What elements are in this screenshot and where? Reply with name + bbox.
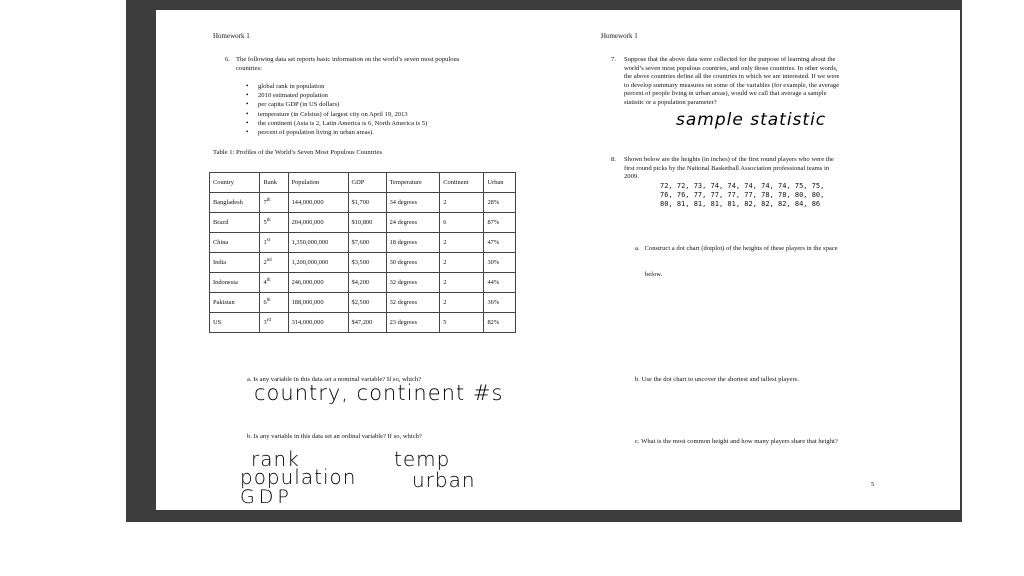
table-row [210, 253, 516, 273]
q8-part-c: c. What is the most common height and how many players share that height? [635, 438, 838, 445]
q6-number: 6. [225, 56, 230, 63]
q8-part-a-line: below. [635, 270, 663, 278]
q6-bullet-list [246, 82, 506, 137]
rank-suffix: th [266, 218, 271, 224]
country-cell: Bangladesh [210, 193, 260, 213]
handwritten-answer-population: population [240, 465, 357, 489]
urban-cell: 28% [484, 193, 516, 213]
heights-line: 72, 72, 73, 74, 74, 74, 74, 74, 75, 75, [660, 182, 825, 190]
handwritten-answer-urban: urban [412, 468, 476, 492]
table-row [210, 213, 516, 233]
rank-suffix: rd [266, 318, 271, 324]
rank-value: 3 [263, 319, 267, 327]
population-cell: 246,000,000 [288, 273, 348, 293]
country-cell: Indonesia [210, 273, 260, 293]
urban-cell: 87% [484, 213, 516, 233]
rank-cell [260, 193, 288, 213]
country-cell: US [210, 313, 260, 333]
continent-cell: 5 [440, 313, 484, 333]
rank-suffix: nd [266, 258, 272, 264]
gdp-cell: $1,700 [348, 193, 386, 213]
gdp-cell: $47,200 [348, 313, 386, 333]
rank-suffix: st [266, 238, 271, 244]
q7-line: the above countries define all the countries in which we are interested. If we were [624, 73, 840, 81]
rank-value: 7 [263, 199, 267, 207]
q8-part-a [635, 228, 905, 297]
document-page [156, 10, 960, 510]
page-number: 5 [871, 481, 875, 488]
table-row [210, 293, 516, 313]
temperature-cell: 18 degrees [386, 233, 440, 253]
q8-part-a-line: a. Construct a dot chart (dotplot) of the heights of these players in the space [635, 245, 838, 253]
country-cell: China [210, 233, 260, 253]
header-cell: Population [288, 173, 348, 193]
q7-line: statistic or a population parameter? [624, 98, 717, 106]
gdp-cell: $3,500 [348, 253, 386, 273]
urban-cell: 47% [484, 233, 516, 253]
temperature-cell: 32 degrees [386, 273, 440, 293]
population-cell: 1,200,000,000 [288, 253, 348, 273]
urban-cell: 36% [484, 293, 516, 313]
population-cell: 144,000,000 [288, 193, 348, 213]
q8-number: 8. [611, 156, 616, 163]
header-cell: GDP [348, 173, 386, 193]
gdp-cell: $4,200 [348, 273, 386, 293]
temperature-cell: 24 degrees [386, 213, 440, 233]
gdp-cell: $2,500 [348, 293, 386, 313]
continent-cell: 2 [440, 273, 484, 293]
gdp-cell: $10,800 [348, 213, 386, 233]
country-table [209, 172, 516, 333]
population-cell: 314,000,000 [288, 313, 348, 333]
handwritten-answer-rank: rank [251, 447, 300, 471]
rank-cell [260, 213, 288, 233]
bullet-item: • global rank in population [246, 82, 506, 91]
handwritten-answer-temp: temp [394, 447, 451, 471]
table-row [210, 193, 516, 213]
table-row [210, 273, 516, 293]
handwritten-answer-a: country, continent #s [254, 381, 504, 405]
header-cell: Rank [260, 173, 288, 193]
q8-line: Shown below are the heights (in inches) of the first round players who were the [624, 156, 834, 163]
table-row [210, 233, 516, 253]
rank-suffix: th [266, 198, 271, 204]
rank-cell [260, 253, 288, 273]
q8-text [624, 156, 894, 182]
rank-suffix: th [266, 278, 271, 284]
urban-cell: 30% [484, 253, 516, 273]
q7-line: percent of people living in urban areas), would we call that average a sample [624, 90, 827, 98]
rank-cell [260, 233, 288, 253]
continent-cell: 2 [440, 233, 484, 253]
q6-part-b: b. Is any variable in this data set an ordinal variable? If so, which? [247, 433, 422, 440]
handwritten-answer-gdp: GDP [240, 486, 293, 508]
continent-cell: 2 [440, 253, 484, 273]
bullet-item: • the continent (Asia is 2, Latin America is 6, North America is 5) [246, 119, 506, 128]
heights-line: 80, 81, 81, 81, 81, 82, 82, 82, 84, 86 [660, 200, 821, 208]
header-cell: Continent [440, 173, 484, 193]
q6-text: The following data set reports basic information on the world’s seven most populous countries: [236, 56, 460, 72]
header-cell: Urban [484, 173, 516, 193]
rank-value: 1 [263, 239, 267, 247]
continent-cell: 6 [440, 213, 484, 233]
rank-value: 6 [263, 299, 267, 307]
handwritten-answer-q7: sample statistic [676, 110, 827, 130]
rank-value: 2 [263, 259, 267, 267]
bullet-item: • percent of population living in urban areas). [246, 128, 506, 137]
left-header: Homework 1 [213, 32, 250, 40]
rank-suffix: th [266, 298, 271, 304]
q7-line: to develop summary measures on some of the variables (for example, the average [624, 81, 840, 89]
continent-cell: 2 [440, 193, 484, 213]
right-header: Homework 1 [601, 32, 638, 40]
rank-cell [260, 273, 288, 293]
q7-line: world’s seven most populous countries, and only those countries. In other words, [624, 64, 838, 72]
country-cell: India [210, 253, 260, 273]
q7-number: 7. [611, 56, 616, 63]
bullet-item: • per capita GDP (in US dollars) [246, 100, 506, 109]
rank-value: 5 [263, 219, 267, 227]
population-cell: 1,350,000,000 [288, 233, 348, 253]
header-cell: Temperature [386, 173, 440, 193]
q8-part-b: b. Use the dot chart to uncover the shortest and tallest players. [635, 376, 799, 383]
gdp-cell: $7,600 [348, 233, 386, 253]
rank-cell [260, 293, 288, 313]
continent-cell: 2 [440, 293, 484, 313]
urban-cell: 82% [484, 313, 516, 333]
header-cell: Country [210, 173, 260, 193]
temperature-cell: 32 degrees [386, 293, 440, 313]
population-cell: 188,000,000 [288, 293, 348, 313]
temperature-cell: 34 degrees [386, 193, 440, 213]
population-cell: 204,000,000 [288, 213, 348, 233]
heights-line: 76, 76, 77, 77, 77, 77, 78, 78, 80, 80, [660, 191, 825, 199]
table-caption: Table 1: Profiles of the World’s Seven Most Populous Countries [213, 149, 383, 156]
q8-line: 2009. [624, 173, 639, 181]
urban-cell: 44% [484, 273, 516, 293]
q7-text [624, 56, 894, 108]
table-header-row [210, 173, 516, 193]
q7-line: Suppose that the above data were collected for the purpose of learning about the [624, 56, 836, 63]
heights-data [660, 182, 824, 209]
temperature-cell: 23 degrees [386, 313, 440, 333]
bullet-item: • temperature (in Celsius) of largest city on April 19, 2013 [246, 110, 506, 119]
temperature-cell: 30 degrees [386, 253, 440, 273]
rank-value: 4 [263, 279, 267, 287]
country-cell: Brazil [210, 213, 260, 233]
bullet-item: • 2010 estimated population [246, 91, 506, 100]
rank-cell [260, 313, 288, 333]
country-cell: Pakistan [210, 293, 260, 313]
q8-line: first round picks by the National Basketball Association professional teams in [624, 164, 830, 172]
q6-part-a: a. Is any variable in this data set a nominal variable? If so, which? [247, 376, 422, 383]
table-row [210, 313, 516, 333]
